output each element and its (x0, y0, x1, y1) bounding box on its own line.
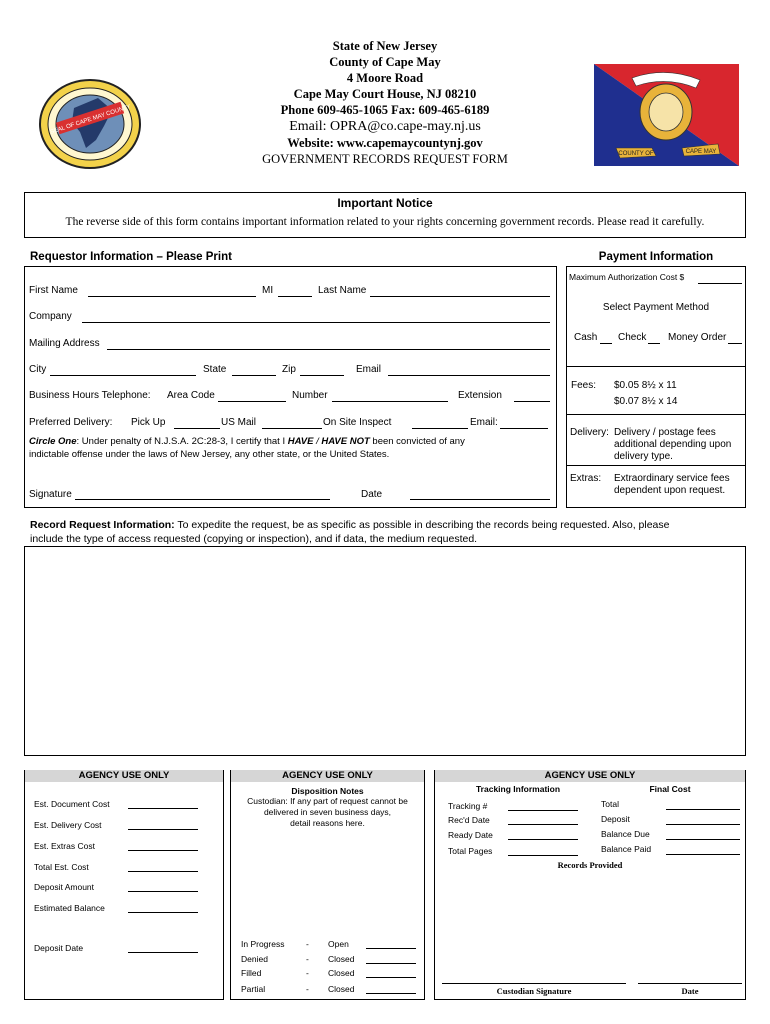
flag-banner-left: COUNTY OF (618, 151, 654, 157)
delivery-label: Delivery: (570, 427, 609, 438)
deposit-amount-label: Deposit Amount (34, 882, 95, 892)
status-closed-1[interactable]: Closed (328, 954, 355, 964)
business-phone-label: Business Hours Telephone: (29, 390, 151, 401)
max-auth-label: Maximum Authorization Cost $ (569, 272, 685, 282)
extras-label: Extras: (570, 473, 602, 484)
status-dash-4: - (306, 984, 309, 994)
pick-up-field[interactable] (174, 428, 220, 429)
zip-label: Zip (282, 364, 296, 375)
tracking-number-field[interactable] (508, 810, 578, 811)
total-est-cost-field[interactable] (128, 871, 198, 872)
balance-paid-field[interactable] (666, 854, 740, 855)
header-county: County of Cape May (329, 55, 441, 69)
custodian-date-field[interactable] (638, 983, 742, 984)
agency-title-2: AGENCY USE ONLY (231, 770, 424, 782)
payment-title: Payment Information (598, 251, 714, 263)
header-city: Cape May Court House, NJ 08210 (293, 87, 477, 101)
pick-up-label: Pick Up (131, 417, 166, 428)
state-label: State (203, 364, 227, 375)
status-partial[interactable]: Partial (241, 984, 266, 994)
email-delivery-label: Email: (470, 417, 498, 428)
final-deposit-field[interactable] (666, 824, 740, 825)
total-pages-field[interactable] (508, 855, 578, 856)
cash-label: Cash (574, 332, 598, 343)
mailing-address-field[interactable] (107, 349, 550, 350)
status-open-field[interactable] (366, 948, 416, 949)
delivery-text-3: delivery type. (614, 451, 673, 462)
state-field[interactable] (232, 375, 276, 376)
mi-field[interactable] (278, 296, 312, 297)
status-dash-3: - (306, 968, 309, 978)
delivery-text-1: Delivery / postage fees (614, 427, 716, 438)
cert-post: been convicted of any (369, 436, 465, 447)
have-option[interactable]: HAVE (287, 436, 314, 447)
number-label: Number (292, 390, 328, 401)
ready-date-label: Ready Date (448, 830, 493, 840)
header-street: 4 Moore Road (346, 71, 424, 85)
county-flag (594, 64, 739, 166)
estimated-balance-field[interactable] (128, 912, 198, 913)
total-pages-label: Total Pages (448, 846, 493, 856)
fee-legal: $0.07 8½ x 14 (614, 396, 678, 407)
area-code-label: Area Code (167, 390, 215, 401)
first-name-label: First Name (29, 285, 78, 296)
status-closed-2-field[interactable] (366, 977, 416, 978)
header-email[interactable]: Email: OPRA@co.cape-may.nj.us (289, 119, 481, 134)
estimated-balance-label: Estimated Balance (34, 903, 105, 913)
deposit-date-field[interactable] (128, 952, 198, 953)
email-delivery-field[interactable] (500, 428, 548, 429)
max-auth-field[interactable] (698, 283, 742, 284)
deposit-amount-field[interactable] (128, 891, 198, 892)
est-extras-cost-label: Est. Extras Cost (34, 841, 95, 851)
est-delivery-cost-label: Est. Delivery Cost (34, 820, 102, 830)
final-total-label: Total (601, 799, 619, 809)
date-field[interactable] (410, 499, 550, 500)
mi-label: MI (262, 285, 274, 296)
select-method-label: Select Payment Method (602, 302, 710, 313)
notice-text: The reverse side of this form contains important information related to your rights concerning government records. Please read it carefully. (65, 216, 705, 228)
email-field[interactable] (388, 375, 550, 376)
last-name-label: Last Name (318, 285, 367, 296)
balance-due-field[interactable] (666, 839, 740, 840)
zip-field[interactable] (300, 375, 344, 376)
record-request-area[interactable] (24, 546, 746, 756)
certification-line-2: indictable offense under the laws of New Jersey, any other state, or the United States. (29, 449, 390, 460)
form-title: GOVERNMENT RECORDS REQUEST FORM (262, 152, 508, 166)
us-mail-field[interactable] (262, 428, 322, 429)
custodian-signature-field[interactable] (442, 983, 626, 984)
have-not-option[interactable]: HAVE NOT (321, 436, 370, 447)
money-order-field[interactable] (728, 343, 742, 344)
city-field[interactable] (50, 375, 196, 376)
last-name-field[interactable] (370, 296, 550, 297)
certification-line-1 (29, 436, 465, 447)
ready-date-field[interactable] (508, 839, 578, 840)
deposit-date-label: Deposit Date (34, 943, 84, 953)
disposition-notes-text-2: delivered in seven business days, (263, 807, 392, 817)
records-provided-label: Records Provided (557, 860, 623, 870)
status-closed-2[interactable]: Closed (328, 968, 355, 978)
cert-slash: / (313, 436, 322, 447)
header-state: State of New Jersey (332, 39, 438, 53)
fee-letter: $0.05 8½ x 11 (614, 380, 677, 391)
final-deposit-label: Deposit (601, 814, 630, 824)
est-document-cost-label: Est. Document Cost (34, 799, 110, 809)
custodian-date-label: Date (681, 986, 699, 996)
mailing-address-label: Mailing Address (29, 338, 100, 349)
first-name-field[interactable] (88, 296, 256, 297)
balance-paid-label: Balance Paid (601, 844, 652, 854)
check-field[interactable] (648, 343, 660, 344)
status-in-progress[interactable]: In Progress (241, 939, 285, 949)
on-site-label: On Site Inspect (323, 417, 392, 428)
fees-label: Fees: (571, 380, 597, 391)
signature-field[interactable] (75, 499, 330, 500)
agency-title-3: AGENCY USE ONLY (435, 770, 745, 782)
requestor-box (24, 266, 557, 508)
disposition-notes-text-3: detail reasons here. (290, 818, 365, 828)
money-order-label: Money Order (668, 332, 727, 343)
email-label: Email (356, 364, 382, 375)
company-field[interactable] (82, 322, 550, 323)
status-dash-2: - (306, 954, 309, 964)
city-label: City (29, 364, 47, 375)
on-site-field[interactable] (412, 428, 468, 429)
preferred-delivery-label: Preferred Delivery: (29, 417, 113, 428)
record-request-text-1: To expedite the request, be as specific as possible in describing the records being requested. Also, please (174, 519, 670, 531)
record-request-line-1 (30, 519, 669, 531)
est-document-cost-field[interactable] (128, 808, 198, 809)
header-website[interactable]: Website: www.capemaycountynj.gov (287, 136, 483, 150)
delivery-text-2: additional depending upon (614, 439, 732, 450)
requestor-title: Requestor Information – Please Print (30, 251, 232, 263)
company-label: Company (29, 311, 72, 322)
status-closed-3[interactable]: Closed (328, 984, 355, 994)
status-closed-1-field[interactable] (366, 963, 416, 964)
extension-field[interactable] (514, 401, 550, 402)
custodian-signature-label: Custodian Signature (496, 986, 572, 996)
payment-divider-3 (566, 465, 746, 466)
status-closed-3-field[interactable] (366, 993, 416, 994)
extras-text-1: Extraordinary service fees (614, 473, 730, 484)
extension-label: Extension (458, 390, 502, 401)
number-field[interactable] (332, 401, 448, 402)
est-extras-cost-field[interactable] (128, 850, 198, 851)
check-label: Check (618, 332, 647, 343)
signature-label: Signature (29, 489, 72, 500)
status-denied[interactable]: Denied (241, 954, 268, 964)
us-mail-label: US Mail (221, 417, 257, 428)
flag-banner-right: CAPE MAY (685, 149, 717, 155)
final-total-field[interactable] (666, 809, 740, 810)
recd-date-field[interactable] (508, 824, 578, 825)
est-delivery-cost-field[interactable] (128, 829, 198, 830)
header-phone: Phone 609-465-1065 Fax: 609-465-6189 (280, 103, 490, 117)
extras-text-2: dependent upon request. (614, 485, 726, 496)
final-cost-title: Final Cost (649, 784, 691, 794)
disposition-notes-title: Disposition Notes (291, 786, 364, 796)
agency-title-1: AGENCY USE ONLY (25, 770, 223, 782)
status-open[interactable]: Open (328, 939, 349, 949)
area-code-field[interactable] (218, 401, 286, 402)
records-provided-area[interactable] (440, 872, 740, 972)
county-seal (38, 78, 142, 170)
status-dash-1: - (306, 939, 309, 949)
cash-field[interactable] (600, 343, 612, 344)
date-label: Date (361, 489, 383, 500)
recd-date-label: Rec'd Date (448, 815, 490, 825)
balance-due-label: Balance Due (601, 829, 650, 839)
circle-one-label: Circle One (29, 436, 77, 447)
notice-title: Important Notice (337, 196, 433, 210)
record-request-label: Record Request Information: (30, 519, 175, 531)
status-filled[interactable]: Filled (241, 968, 262, 978)
disposition-notes-text-1: Custodian: If any part of request cannot be (247, 796, 408, 806)
payment-divider-1 (566, 366, 746, 367)
record-request-text-2: include the type of access requested (copying or inspection), and if data, the medium requested. (30, 533, 478, 545)
seal-text: SEAL OF CAPE MAY COUNTY (49, 104, 132, 136)
cert-pre: : Under penalty of N.J.S.A. 2C:28-3, I certify that I (76, 436, 288, 447)
tracking-number-label: Tracking # (448, 801, 488, 811)
tracking-title: Tracking Information (475, 784, 561, 794)
total-est-cost-label: Total Est. Cost (34, 862, 89, 872)
payment-divider-2 (566, 414, 746, 415)
